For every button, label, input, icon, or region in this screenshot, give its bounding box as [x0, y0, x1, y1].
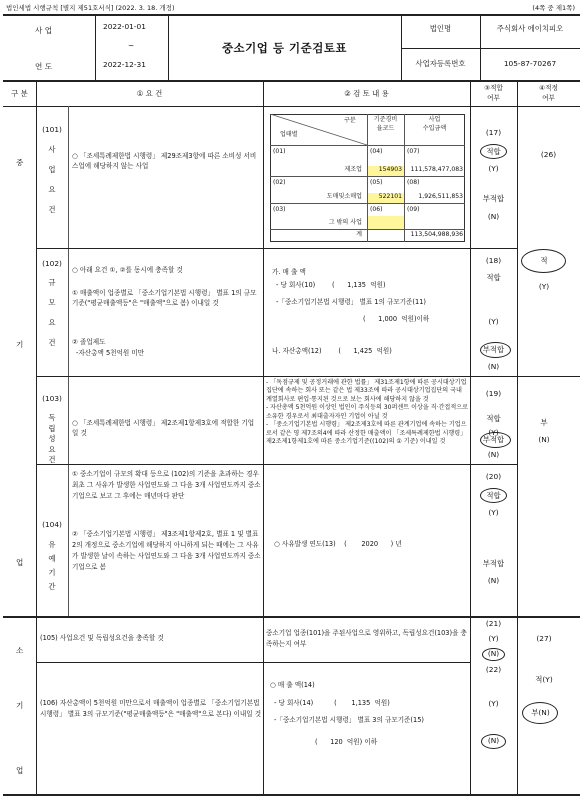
- page-indicator: (4쪽 중 제1쪽): [532, 4, 575, 12]
- table-row-amount: 111,578,477,083: [410, 166, 463, 173]
- category-char: 업: [16, 766, 24, 775]
- table-row-no: (08): [407, 179, 420, 186]
- table-row-code: 522101: [378, 193, 402, 200]
- page-title: 중소기업 등 기준검토표: [221, 41, 348, 55]
- table-row-no: (07): [407, 148, 420, 155]
- table-row-no: (02): [273, 179, 286, 186]
- row106-fit-n: (N): [487, 736, 500, 745]
- row102-line3: ② 졸업제도: [72, 338, 106, 346]
- row102-code: (102): [42, 259, 62, 268]
- row102-fit-n: (N): [487, 362, 500, 371]
- form-reference: 법인세법 시행규칙 [별지 제51호서식] (2022. 3. 18. 개정): [6, 4, 175, 12]
- row104-fit-no: (20): [485, 472, 502, 481]
- row105-fit-n: (N): [487, 649, 500, 658]
- row104-fit-yes: 적합: [486, 491, 501, 500]
- table-row-no: (09): [407, 206, 420, 213]
- table-total-label: 계: [356, 231, 362, 238]
- row101-fit-no: (17): [485, 128, 502, 137]
- row104-code: (104): [42, 520, 62, 529]
- row103-col4-b: (N): [538, 435, 550, 444]
- row102-fit-yes: 적합: [486, 273, 501, 282]
- row103-fit-noword: 부적합: [482, 435, 505, 444]
- row103-fit-yes: 적합: [486, 414, 501, 423]
- row102-fit-no: (18): [485, 256, 502, 265]
- row106-r3: -「중소기업기본법 시행령」 별표 3의 규모기준(15): [274, 716, 424, 724]
- biz-number-label: 사업자등록번호: [415, 59, 466, 68]
- table-row-no: (05): [370, 179, 383, 186]
- table-row-name: 그 밖의 사업: [328, 219, 362, 226]
- fiscal-year-label-2: 연 도: [35, 62, 53, 71]
- row102-col4-b: (Y): [538, 282, 550, 291]
- table-row-name: 제조업: [344, 166, 362, 173]
- table-row-amount: 1,926,511,853: [418, 193, 463, 200]
- row104-text2: ② 「중소기업기본법 시행령」 제3조제1항제2호, 별표 1 및 별표 2의 개정으로 중소기업에 해당하지 아니하게 되는 때에는 그 사유가 발생한 날이 속하는 사업연도와 그 다음 3개 사업연도까지 중소기업으로 봄: [72, 530, 261, 571]
- corp-name-value: 주식회사 에이치피오: [496, 24, 564, 33]
- col-fit4: ④적정 여부: [539, 84, 558, 102]
- table-row-name: 도매및소매업: [326, 193, 362, 200]
- row106-text: (106) 자산총액이 5천억원 미만으로서 매출액이 업종별로 「중소기업기본법 시행령」 별표 3의 규모기준("평균매출액등"은 "매출액"으로 본다) 이내일 것: [40, 699, 262, 718]
- row101-fit-noword: 부적합: [482, 194, 505, 203]
- row104-text1: ① 중소기업이 규모의 확대 등으로 (102)의 기준을 초과하는 경우 최초 그 사유가 발생한 사업연도와 그 다음 3개 사업연도까지 중소기업으로 보고 그 후에는 매년마다 판단: [72, 470, 261, 500]
- row102-line4: -자산총액 5천억원 미만: [76, 349, 145, 357]
- table-head-revenue: 사업 수입금액: [422, 116, 447, 132]
- row101-code: (101): [42, 125, 62, 134]
- row103-col4-a: 부: [540, 418, 548, 427]
- row103-code: (103): [42, 394, 62, 403]
- row103-fit-y: (Y): [488, 428, 499, 437]
- table-row-code: 154903: [378, 166, 402, 173]
- table-head-code: 기준경비 율코드: [373, 116, 398, 132]
- col-review: ② 검 토 내 용: [344, 89, 389, 98]
- table-head-business: 업태별: [280, 131, 298, 138]
- table-total-amount: 113,504,988,936: [410, 231, 463, 238]
- row102-r1: 가. 매 출 액: [272, 268, 306, 276]
- corp-name-label: 법인명: [429, 24, 452, 33]
- row106-fit-no: (22): [485, 665, 502, 674]
- row101-col4: (26): [540, 150, 557, 159]
- row105-text: (105) 사업요건 및 독립성요건을 충족할 것: [40, 634, 164, 642]
- row106-fit-y: (Y): [488, 699, 499, 708]
- row106-r2: - 당 회사(14) ( 1,135 억원): [274, 699, 390, 707]
- table-row-no: (04): [370, 148, 383, 155]
- category-char: 업: [16, 558, 24, 567]
- table-row-no: (01): [273, 148, 286, 155]
- period-end: 2022-12-31: [103, 60, 146, 69]
- row102-fit-y: (Y): [488, 317, 499, 326]
- row101-fit-y: (Y): [488, 164, 499, 173]
- row104-side: 유 예 기 간: [48, 540, 56, 591]
- row105-fit-no: (21): [485, 619, 502, 628]
- row104-fit-noword: 부적합: [482, 559, 505, 568]
- row105-review: 중소기업 업종(101)을 주된사업으로 영위하고, 독립성요건(103)을 충족하는지 여부: [266, 629, 467, 648]
- table-row-no: (06): [370, 206, 383, 213]
- row102-r3: -「중소기업기본법 시행령」 별표 1의 규모기준(11): [276, 298, 426, 306]
- table-row-no: (03): [273, 206, 286, 213]
- row103-text: ○ 「조세특례제한법 시행령」 제2조제1항제3호에 적합한 기업일 것: [72, 419, 255, 437]
- biz-number-value: 105-87-70267: [503, 59, 557, 68]
- row103-fit-n: (N): [487, 450, 500, 459]
- row105-fit-y: (Y): [488, 634, 499, 643]
- row102-fit-noword: 부적합: [482, 345, 505, 354]
- period-start: 2022-01-01: [103, 22, 146, 31]
- row102-r2: - 당 회사(10) ( 1,135 억원): [276, 281, 386, 289]
- row104-fit-y: (Y): [488, 508, 499, 517]
- row102-r4: ( 1,000 억원)이하: [363, 315, 430, 323]
- row106-col4-b: 부(N): [531, 708, 550, 717]
- row101-fit-n: (N): [487, 212, 500, 221]
- row103-side: 독 립 성 요 건: [48, 413, 56, 464]
- row106-r1: ○ 매 출 액(14): [270, 681, 315, 689]
- col-fit3: ③적합 여부: [484, 84, 503, 102]
- row104-fit-n: (N): [487, 576, 500, 585]
- table-head-sub: 구분: [344, 117, 356, 124]
- row101-fit-yes: 적합: [486, 147, 501, 156]
- category-char: 중: [16, 158, 24, 167]
- row104-review: ○ 사유발생 연도(13) ( 2020 ) 년: [274, 540, 402, 548]
- row101-side: 사 업 요 건: [48, 145, 56, 214]
- row102-line2: ① 매출액이 업종별로 「중소기업기본법 시행령」 별표 1의 규모기준("평균매출액등"은 "매출액"으로 봄) 이내일 것: [72, 289, 257, 307]
- row103-fit-no: (19): [485, 389, 502, 398]
- category-char: 기: [16, 701, 24, 710]
- col-requirements: ① 요 건: [136, 89, 163, 98]
- period-tilde: ~: [128, 41, 135, 50]
- category-char: 기: [16, 340, 24, 349]
- row105-col4: (27): [536, 634, 552, 643]
- row102-line1: ○ 아래 요건 ①, ②를 동시에 충족할 것: [72, 266, 183, 274]
- row101-text: ○ 「조세특례제한법 시행령」 제29조제3항에 따른 소비성 서비스업에 해당하지 않는 사업: [72, 152, 257, 170]
- row102-col4-a: 적: [540, 256, 548, 265]
- row102-r5: 나. 자산총액(12) ( 1,425 억원): [272, 347, 392, 355]
- row106-r4: ( 120 억원) 이하: [315, 738, 378, 746]
- row106-col4-a: 적(Y): [535, 675, 553, 684]
- row102-side: 규 모 요 건: [48, 278, 56, 347]
- col-category: 구 분: [11, 89, 28, 98]
- category-char: 소: [16, 646, 24, 655]
- row103-review: - 「독점규제 및 공정거래에 관한 법률」 제31조제1항에 따른 공시대상기업집단에 속하는 회사 또는 같은 법 제33조에 따라 공시대상기업집단의 국내 계열회사로 편입·통지된 것으로 보는 회사에 해당하지 않을 것 - 자산총액 5천억원 이상인 법인이 주식등의 30퍼센트 이상을 직·간접적으로 소유한 경우로서 최대출자자인 기업이 아닐 것 - 「중소기업기본법 시행령」 제2조제3호에 따른 관계기업에 속하는 기업으로서 같은 영 제7조의4에 따라 산정한 매출액이 「조세특례제한법 시행령」 제2조제1항제1호에 따른 중소기업기준((102)의 ① 기준) 이내일 것: [266, 379, 468, 446]
- fiscal-year-label: 사 업: [35, 26, 53, 35]
